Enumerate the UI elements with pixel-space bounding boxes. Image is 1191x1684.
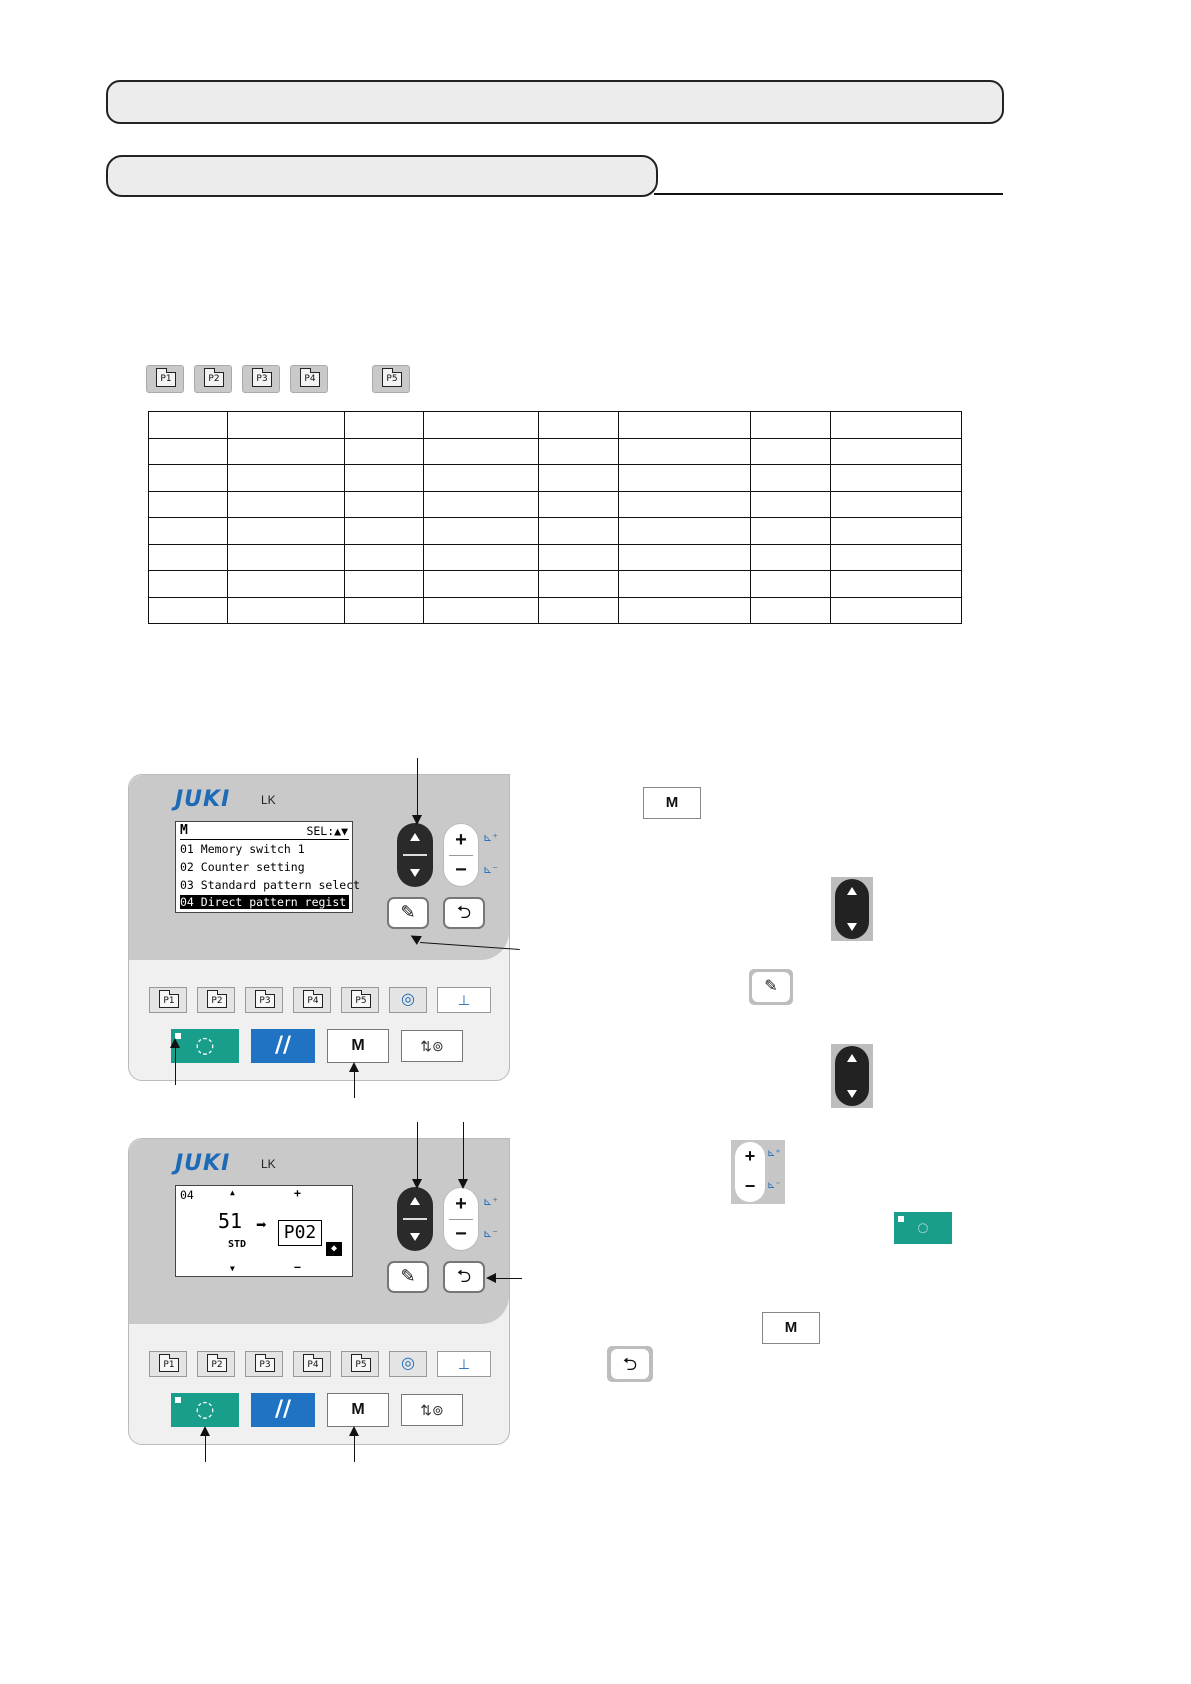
tension-key[interactable]: ◎ (389, 987, 427, 1013)
callout-line-m (354, 1068, 355, 1098)
menu-item-04-selected: 04 Direct pattern regist. (180, 895, 354, 909)
edit-key-icon: ✎ (749, 969, 793, 1005)
lcd-plus-indicator: + (294, 1186, 301, 1200)
presser-up-icon: ⊾⁺ (483, 1195, 499, 1208)
subsection-title-bar (106, 155, 658, 197)
subsection-underline (654, 193, 1003, 195)
operation-panel-1 (128, 774, 510, 1081)
arrow-icon (349, 1062, 359, 1072)
lcd-screen (175, 1185, 353, 1277)
panel-key-p3[interactable]: P3 (245, 987, 283, 1013)
table-row (149, 518, 962, 545)
minus-icon: − (744, 1176, 756, 1196)
lcd-item-number: 04 (180, 1188, 194, 1202)
presser-up-icon: ⊾⁺ (483, 831, 499, 844)
arrow-icon (412, 815, 422, 825)
pattern-table (148, 411, 962, 624)
table-row (149, 597, 962, 624)
panel-key-p4[interactable]: P4 (293, 987, 331, 1013)
presser-down-icon: ⊾⁻ (767, 1180, 781, 1191)
updown-key-icon-2 (831, 1044, 873, 1108)
arrow-icon (458, 1179, 468, 1189)
table-row (149, 491, 962, 518)
mode-m-button[interactable]: M (327, 1029, 389, 1063)
lcd-down-indicator: ▼ (230, 1264, 235, 1273)
arrow-icon (486, 1273, 496, 1283)
menu-item-01: 01 Memory switch 1 (180, 842, 305, 856)
edit-pencil-button[interactable]: ✎ (387, 1261, 429, 1293)
menu-item-03: 03 Standard pattern select (180, 878, 361, 892)
lcd-header-divider (180, 839, 349, 840)
data-change-plus-minus-button[interactable] (443, 1187, 479, 1251)
m-key-icon-2: M (762, 1312, 820, 1344)
table-row (149, 571, 962, 598)
plus-icon: + (455, 1193, 467, 1215)
table-row (149, 465, 962, 492)
ready-start-button[interactable] (171, 1393, 239, 1427)
reset-button[interactable]: // (251, 1029, 315, 1063)
return-button[interactable]: ⮌ (443, 1261, 485, 1293)
ready-icon: ◌ (917, 1217, 929, 1239)
needle-clamp-key[interactable]: ⊥ (437, 1351, 491, 1377)
callout-line-updown (417, 1122, 418, 1182)
pattern-key-p3[interactable]: P3 (242, 365, 280, 393)
panel-key-p3[interactable]: P3 (245, 1351, 283, 1377)
pattern-key-p4[interactable]: P4 (290, 365, 328, 393)
panel-key-p1[interactable]: P1 (149, 1351, 187, 1377)
up-arrow-icon (410, 833, 420, 841)
pattern-key-p1[interactable]: P1 (146, 365, 184, 393)
panel-key-p4[interactable]: P4 (293, 1351, 331, 1377)
down-arrow-icon (847, 1090, 857, 1098)
reset-button[interactable]: // (251, 1393, 315, 1427)
register-key-icon: ◆ (326, 1242, 342, 1256)
target-pattern-label: P02 (283, 1222, 317, 1243)
callout-line-plusminus (463, 1122, 464, 1182)
std-label: STD (228, 1239, 247, 1250)
panel-key-p2[interactable]: P2 (197, 987, 235, 1013)
winder-button[interactable]: ⇅⊚ (401, 1394, 463, 1426)
down-arrow-icon (410, 1233, 420, 1241)
up-arrow-icon (847, 1054, 857, 1062)
table-row (149, 544, 962, 571)
ready-key-icon (894, 1212, 952, 1244)
table-row (149, 412, 962, 439)
target-pattern-box (278, 1220, 322, 1246)
needle-clamp-key[interactable]: ⊥ (437, 987, 491, 1013)
arrow-icon (349, 1426, 359, 1436)
edit-pencil-button[interactable]: ✎ (387, 897, 429, 929)
arrow-icon (200, 1426, 210, 1436)
plus-minus-key-icon (731, 1140, 785, 1204)
presser-down-icon: ⊾⁻ (483, 1227, 499, 1240)
m-key-icon: M (643, 787, 701, 819)
plus-icon: + (744, 1146, 756, 1166)
arrow-icon (412, 1179, 422, 1189)
table-row (149, 438, 962, 465)
tension-key[interactable]: ◎ (389, 1351, 427, 1377)
up-arrow-icon (847, 887, 857, 895)
arrow-right-icon: ➡ (256, 1215, 267, 1236)
panel-key-p5[interactable]: P5 (341, 987, 379, 1013)
callout-line-updown (417, 758, 418, 818)
std-pattern-number: 51 (218, 1209, 243, 1233)
lcd-header-right: SEL:▲▼ (306, 824, 348, 838)
minus-icon: − (455, 859, 467, 881)
juki-logo: JUKI (175, 787, 231, 812)
data-change-plus-minus-button[interactable] (443, 823, 479, 887)
section-title-bar (106, 80, 1004, 124)
panel-key-p2[interactable]: P2 (197, 1351, 235, 1377)
pattern-key-p2[interactable]: P2 (194, 365, 232, 393)
panel-key-p5[interactable]: P5 (341, 1351, 379, 1377)
model-label: LK (261, 1157, 276, 1171)
callout-line-ready (175, 1045, 176, 1085)
pattern-key-p5[interactable]: P5 (372, 365, 410, 393)
lcd-screen (175, 821, 361, 913)
return-key-icon: ⮌ (607, 1346, 653, 1382)
presser-down-icon: ⊾⁻ (483, 863, 499, 876)
lcd-minus-indicator: − (294, 1260, 301, 1274)
operation-panel-2 (128, 1138, 510, 1445)
down-arrow-icon (847, 923, 857, 931)
callout-line-ready (205, 1432, 206, 1462)
winder-button[interactable]: ⇅⊚ (401, 1030, 463, 1062)
item-select-updown-button[interactable] (397, 1187, 433, 1251)
plus-icon: + (455, 829, 467, 851)
updown-key-icon (831, 877, 873, 941)
minus-icon: − (455, 1223, 467, 1245)
presser-up-icon: ⊾⁺ (767, 1148, 781, 1159)
model-label: LK (261, 793, 276, 807)
item-select-updown-button[interactable] (397, 823, 433, 887)
lcd-up-indicator: ▲ (230, 1188, 235, 1197)
callout-line-return (492, 1278, 522, 1279)
ready-icon: ◌ (195, 1397, 215, 1422)
callout-line-m (354, 1432, 355, 1462)
lcd-header-left: M (180, 823, 188, 838)
ready-icon: ◌ (195, 1033, 215, 1058)
arrow-icon (170, 1038, 180, 1048)
juki-logo: JUKI (175, 1151, 231, 1176)
menu-item-02: 02 Counter setting (180, 860, 305, 874)
down-arrow-icon (410, 869, 420, 877)
panel-key-p1[interactable]: P1 (149, 987, 187, 1013)
return-button[interactable]: ⮌ (443, 897, 485, 929)
up-arrow-icon (410, 1197, 420, 1205)
ready-start-button[interactable] (171, 1029, 239, 1063)
mode-m-button[interactable]: M (327, 1393, 389, 1427)
